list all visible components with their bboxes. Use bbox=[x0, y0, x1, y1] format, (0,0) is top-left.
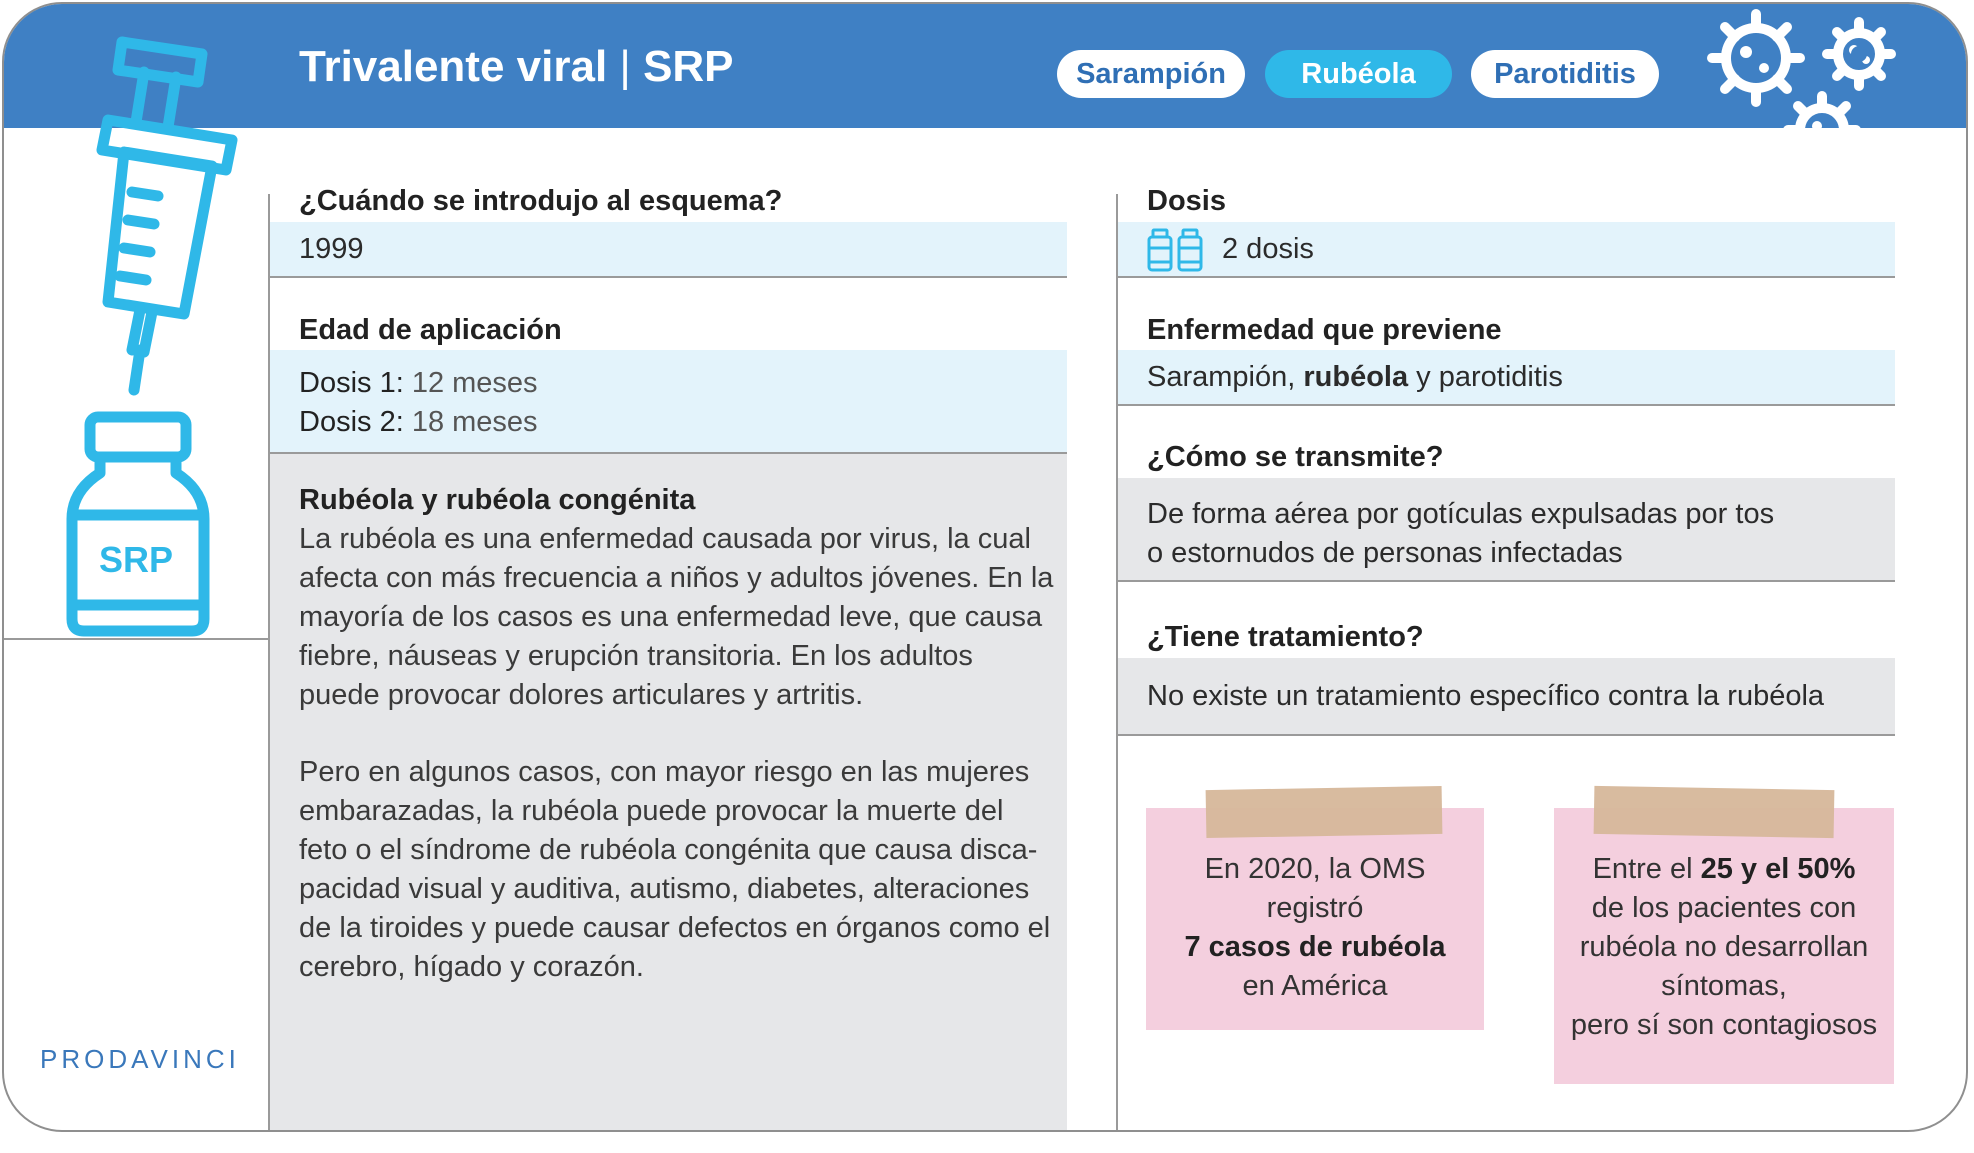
vials-icon bbox=[1146, 228, 1206, 272]
p1-line: puede provocar dolores articulares y artritis. bbox=[299, 679, 864, 711]
p2-line: de la tiroides y puede causar defectos en órganos como el bbox=[299, 912, 1051, 944]
doses-value: 2 dosis bbox=[1222, 233, 1314, 265]
p1-line: mayoría de los casos es una enfermedad leve, que causa bbox=[299, 601, 1043, 633]
vial-icon bbox=[64, 409, 214, 639]
p2-line: Pero en algunos casos, con mayor riesgo en las mujeres bbox=[299, 756, 1030, 788]
title-separator: | bbox=[607, 42, 644, 91]
syringe-icon bbox=[84, 32, 254, 402]
title-main: Trivalente viral bbox=[299, 42, 608, 91]
treatment-label: ¿Tiene tratamiento? bbox=[1147, 621, 1424, 653]
dose-2-value: 18 meses bbox=[403, 406, 538, 438]
sidebar-divider bbox=[4, 638, 268, 640]
title-code: SRP bbox=[643, 42, 734, 91]
vaccine-card bbox=[2, 2, 1968, 1132]
tag-rubeola[interactable]: Rubéola bbox=[1265, 50, 1452, 98]
note-1-line: registró bbox=[1266, 892, 1364, 924]
note-2-first-line bbox=[1554, 850, 1894, 889]
note-1-line: En 2020, la OMS bbox=[1204, 853, 1426, 885]
page-title bbox=[299, 42, 734, 92]
prevents-part-1: Sarampión, bbox=[1147, 361, 1304, 393]
note-2-highlight: 25 y el 50% bbox=[1700, 853, 1856, 885]
transmission-label: ¿Cómo se transmite? bbox=[1147, 441, 1444, 473]
p2-line: embarazadas, la rubéola puede provocar la muerte del bbox=[299, 795, 1004, 827]
introduced-label: ¿Cuándo se introdujo al esquema? bbox=[299, 185, 783, 217]
note-1-line: en América bbox=[1242, 970, 1388, 1002]
introduced-value: 1999 bbox=[299, 233, 364, 265]
dose-2-key: Dosis 2: bbox=[299, 406, 404, 438]
note-oms bbox=[1146, 808, 1484, 1030]
p2-line: cerebro, hígado y corazón. bbox=[299, 951, 644, 983]
age-dose-2 bbox=[299, 403, 538, 442]
tag-parotiditis[interactable]: Parotiditis bbox=[1471, 50, 1659, 98]
p1-line: afecta con más frecuencia a niños y adultos jóvenes. En la bbox=[299, 562, 1054, 594]
prevents-bold: rubéola bbox=[1303, 361, 1409, 393]
age-label: Edad de aplicación bbox=[299, 314, 562, 346]
p2-line: pacidad visual y auditiva, autismo, diabetes, alteraciones bbox=[299, 873, 1030, 905]
note-2-line: síntomas, bbox=[1661, 970, 1787, 1002]
tape-decoration bbox=[1206, 786, 1443, 838]
vial-label: SRP bbox=[98, 539, 174, 580]
prevents-value bbox=[1147, 358, 1563, 397]
prevents-part-2: y parotiditis bbox=[1408, 361, 1563, 393]
note-2-text: Entre el bbox=[1592, 853, 1701, 885]
prevents-label: Enfermedad que previene bbox=[1147, 314, 1502, 346]
doses-label: Dosis bbox=[1147, 185, 1226, 217]
tag-sarampion[interactable]: Sarampión bbox=[1057, 50, 1245, 98]
introduced-panel bbox=[270, 222, 1067, 278]
dose-1-value: 12 meses bbox=[403, 367, 538, 399]
disease-paragraph-2 bbox=[299, 753, 1059, 987]
age-dose-1 bbox=[299, 364, 538, 403]
note-2-line: pero sí son contagiosos bbox=[1570, 1009, 1878, 1041]
virus-icon bbox=[1704, 4, 1968, 174]
note-pacientes bbox=[1554, 808, 1894, 1084]
tape-decoration bbox=[1594, 786, 1835, 838]
note-2-line: rubéola no desarrollan bbox=[1579, 931, 1869, 963]
note-1-highlight: 7 casos de rubéola bbox=[1184, 931, 1446, 963]
note-2-line: de los pacientes con bbox=[1591, 892, 1857, 924]
dose-1-key: Dosis 1: bbox=[299, 367, 404, 399]
p1-line: La rubéola es una enfermedad causada por virus, la cual bbox=[299, 523, 1031, 555]
transmission-line-1: De forma aérea por gotículas expulsadas por tos bbox=[1147, 498, 1775, 530]
p1-line: fiebre, náuseas y erupción transitoria. En los adultos bbox=[299, 640, 973, 672]
transmission-line-2: o estornudos de personas infectadas bbox=[1147, 537, 1623, 569]
prodavinci-logo: PRODAVINCI bbox=[40, 1044, 240, 1074]
disease-title: Rubéola y rubéola congénita bbox=[299, 484, 696, 516]
treatment-value: No existe un tratamiento específico contra la rubéola bbox=[1147, 680, 1825, 712]
p2-line: feto o el síndrome de rubéola congénita que causa disca- bbox=[299, 834, 1038, 866]
disease-paragraph-1 bbox=[299, 520, 1059, 715]
